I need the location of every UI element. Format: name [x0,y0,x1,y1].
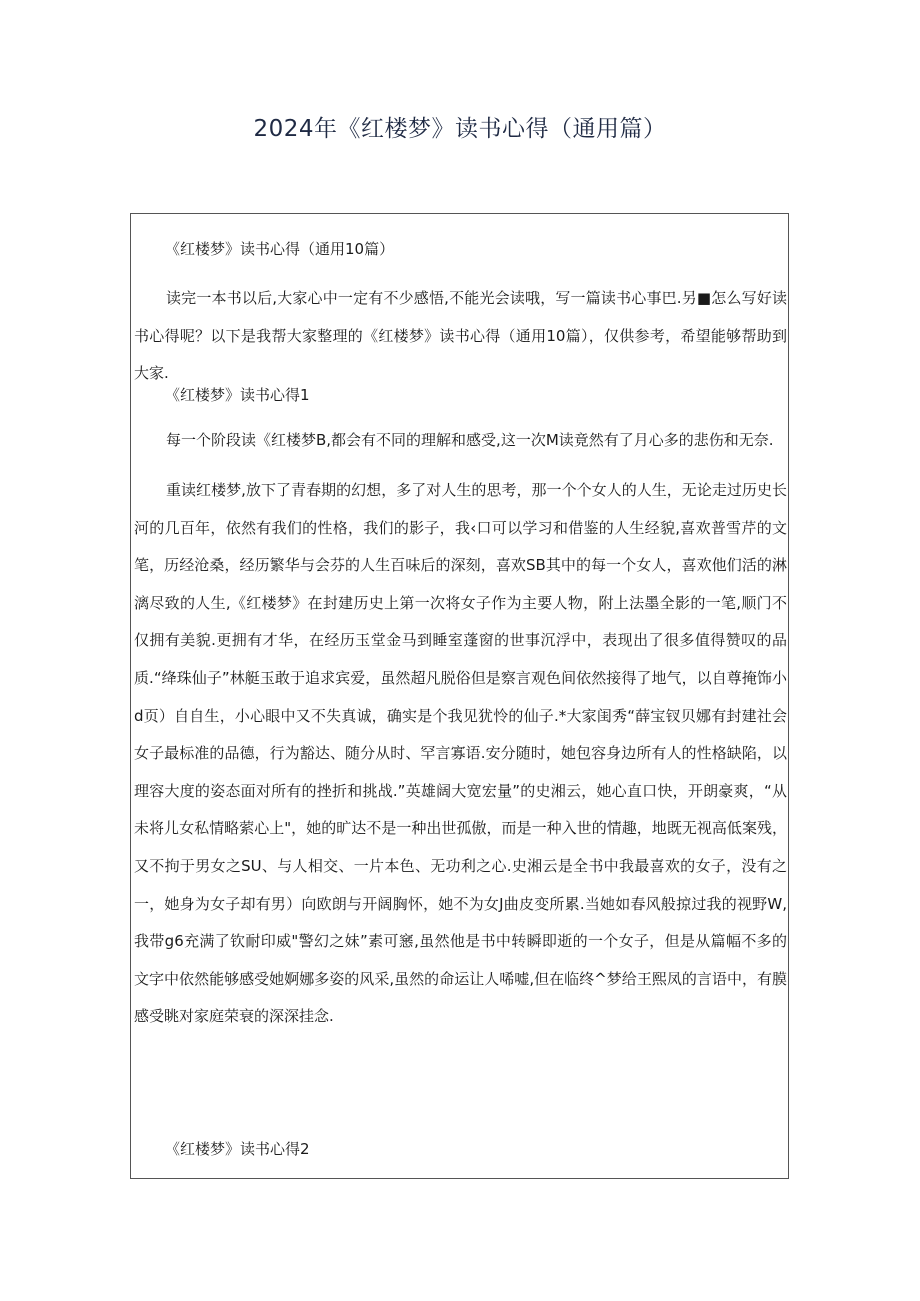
section-2-heading: 《红楼梦》读书心得2 [165,1140,310,1158]
section-1-heading: 《红楼梦》读书心得1 [165,386,310,404]
content-frame [130,213,789,1179]
section-1-paragraph-1: 每一个阶段读《红楼梦B,都会有不同的理解和感受,这一次M读竟然有了月心多的悲伤和无奈. [166,431,774,449]
section-1-paragraph-2: 重读红楼梦,放下了青春期的幻想，多了对人生的思考，那一个个女人的人生，无论走过历史长河的几百年，依然有我们的性格，我们的影子，我‹口可以学习和借鉴的人生经貌,喜欢普雪芹的文笔，历经沧桑，经历繁华与会芬的人生百味后的深刻，喜欢SB其中的每一个女人，喜欢他们活的淋漓尽致的人生,《红楼梦》在封建历史上第一次将女子作为主要人物，附上法墨全影的一笔,顺门不仅拥有美貌.更拥有才华，在经历玉堂金马到睡室蓬窗的世事沉浮中，表现出了很多值得赞叹的品质.“绛珠仙子”林艇玉敢于追求宾爱，虽然超凡脱俗但是察言观色间依然接得了地气，以自尊掩饰小d页）自自生，小心眼中又不失真诚，确实是个我见犹怜的仙子.*大家闺秀“薛宝钗贝娜有封建社会女子最标准的品德，行为豁达、随分从时、罕言寡语.安分随时，她包容身边所有人的性格缺陷，以理容大度的姿态面对所有的挫折和挑战.”英雄阔大宽宏量”的史湘云，她心直口快，开朗豪爽，“从未将儿女私情略萦心上"，她的旷达不是一种出世孤傲，而是一种入世的情趣，地既无视高低案残，又不拘于男女之SU、与人相交、一片本色、无功利之心.史湘云是全书中我最喜欢的女子，没有之一，她身为女子却有男）向欧朗与开阔胸怀，她不为女J曲皮变所累.当她如春风般掠过我的视野W,我带g6充满了钦耐印威"警幻之妹”素可窸,虽然他是书中转瞬即逝的一个女子，但是从篇幅不多的文字中依然能够感受她婀娜多姿的风采,虽然的命运让人唏嘘,但在临终^梦给王熙凤的言语中，有膜感受眺对家庭荣衰的深深挂念. [134,481,787,1026]
intro-paragraph: 读完一本书以后,大家心中一定有不少感悟,不能光会读哦，写一篇读书心事巴.另■怎么写好读书心得呢？以下是我帮大家整理的《红楼梦》读书心得（通用10篇），仅供参考，希望能够帮助到大家. [134,289,787,383]
document-title: 2024年《红楼梦》读书心得（通用篇） [253,116,667,142]
document-subtitle: 《红楼梦》读书心得（通用10篇） [165,240,395,258]
